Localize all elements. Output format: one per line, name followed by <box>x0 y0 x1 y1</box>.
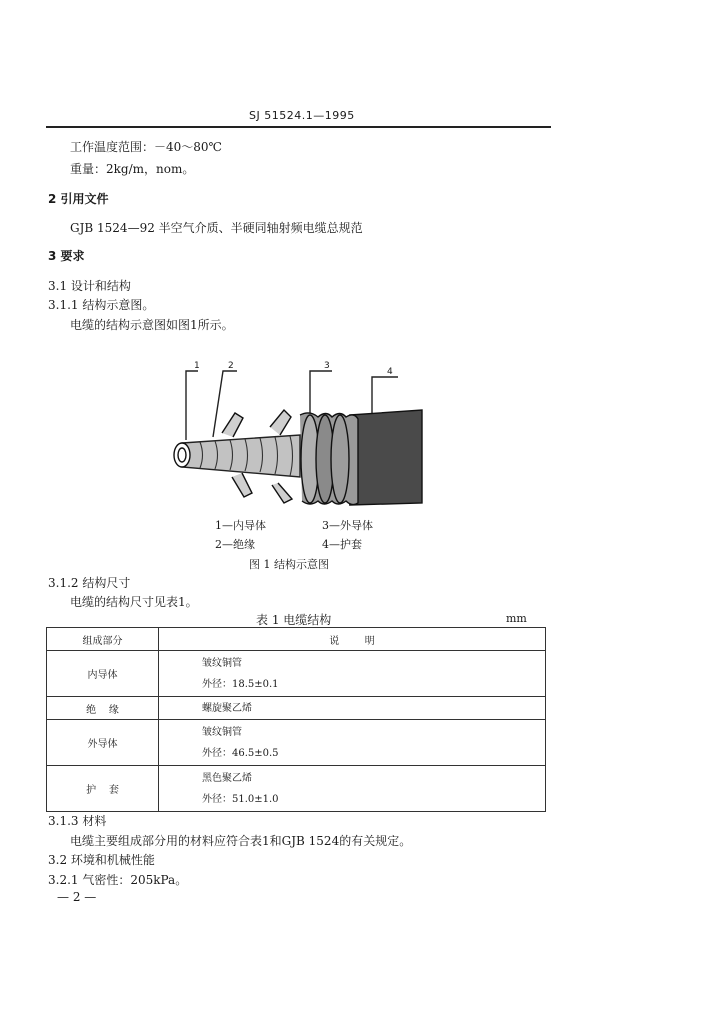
row-line: 皱纹铜管 <box>202 726 242 738</box>
weight: 重量：2kg/m，nom。 <box>70 162 195 176</box>
section-3-1-3-body: 电缆主要组成部分用的材料应符合表1和GJB 1524的有关规定。 <box>70 834 412 848</box>
figure-label-3: 3 <box>324 361 330 371</box>
leader-1 <box>186 371 198 440</box>
section-2-title: 2 引用文件 <box>48 192 109 206</box>
section-3-title: 3 要求 <box>48 249 85 263</box>
row-line: 皱纹铜管 <box>202 657 242 669</box>
row-line: 外径：46.5±0.5 <box>202 747 279 759</box>
legend-insulation: 2—绝缘 <box>215 538 255 551</box>
table-unit: mm <box>506 612 527 625</box>
section-3-1-2-title: 3.1.2 结构尺寸 <box>48 576 131 590</box>
figure-label-2: 2 <box>228 361 234 371</box>
row-description <box>159 697 546 720</box>
section-3-1-2-body: 电缆的结构尺寸见表1。 <box>70 595 198 609</box>
leader-4 <box>372 377 398 413</box>
figure-label-1: 1 <box>194 361 200 371</box>
section-3-1-1-body: 电缆的结构示意图如图1所示。 <box>70 318 234 332</box>
section-3-1-1-title: 3.1.1 结构示意图。 <box>48 298 155 312</box>
section-3-2-title: 3.2 环境和机械性能 <box>48 853 155 867</box>
row-part: 护 套 <box>47 766 159 812</box>
operating-temperature: 工作温度范围：－40～80℃ <box>70 140 222 154</box>
figure-caption: 图 1 结构示意图 <box>249 558 329 571</box>
row-line: 外径：51.0±1.0 <box>202 793 279 805</box>
section-3-1-title: 3.1 设计和结构 <box>48 279 131 293</box>
referenced-document: GJB 1524—92 半空气介质、半硬同轴射频电缆总规范 <box>70 221 363 235</box>
figure-label-4: 4 <box>387 367 393 377</box>
table-row <box>47 651 546 697</box>
row-description <box>159 720 546 766</box>
row-part: 外导体 <box>47 720 159 766</box>
table-row <box>47 720 546 766</box>
section-3-2-1-title: 3.2.1 气密性：205kPa。 <box>48 873 188 887</box>
row-line: 螺旋聚乙烯 <box>202 702 252 714</box>
page-number: — 2 — <box>57 890 97 904</box>
table-header-row <box>47 628 546 651</box>
header-component: 组成部分 <box>47 628 159 651</box>
legend-inner-conductor: 1—内导体 <box>215 519 266 532</box>
row-description <box>159 766 546 812</box>
leader-3 <box>310 371 332 413</box>
row-line: 黑色聚乙烯 <box>202 772 252 784</box>
table-row <box>47 697 546 720</box>
row-part: 绝 缘 <box>47 697 159 720</box>
table-row <box>47 766 546 812</box>
section-3-1-3-title: 3.1.3 材料 <box>48 814 107 828</box>
row-description <box>159 651 546 697</box>
row-line: 外径：18.5±0.1 <box>202 678 279 690</box>
cable-drawing <box>160 355 430 515</box>
header-rule <box>46 126 551 128</box>
row-part: 内导体 <box>47 651 159 697</box>
legend-outer-conductor: 3—外导体 <box>322 519 373 532</box>
cable-structure-figure <box>160 355 430 515</box>
header-description: 说 明 <box>159 628 546 651</box>
inner-conductor <box>182 435 300 477</box>
cable-structure-table <box>46 627 546 812</box>
jacket <box>350 410 422 505</box>
table-caption: 表 1 电缆结构 <box>256 613 332 627</box>
standard-number: SJ 51524.1—1995 <box>249 109 355 122</box>
legend-jacket: 4—护套 <box>322 538 362 551</box>
